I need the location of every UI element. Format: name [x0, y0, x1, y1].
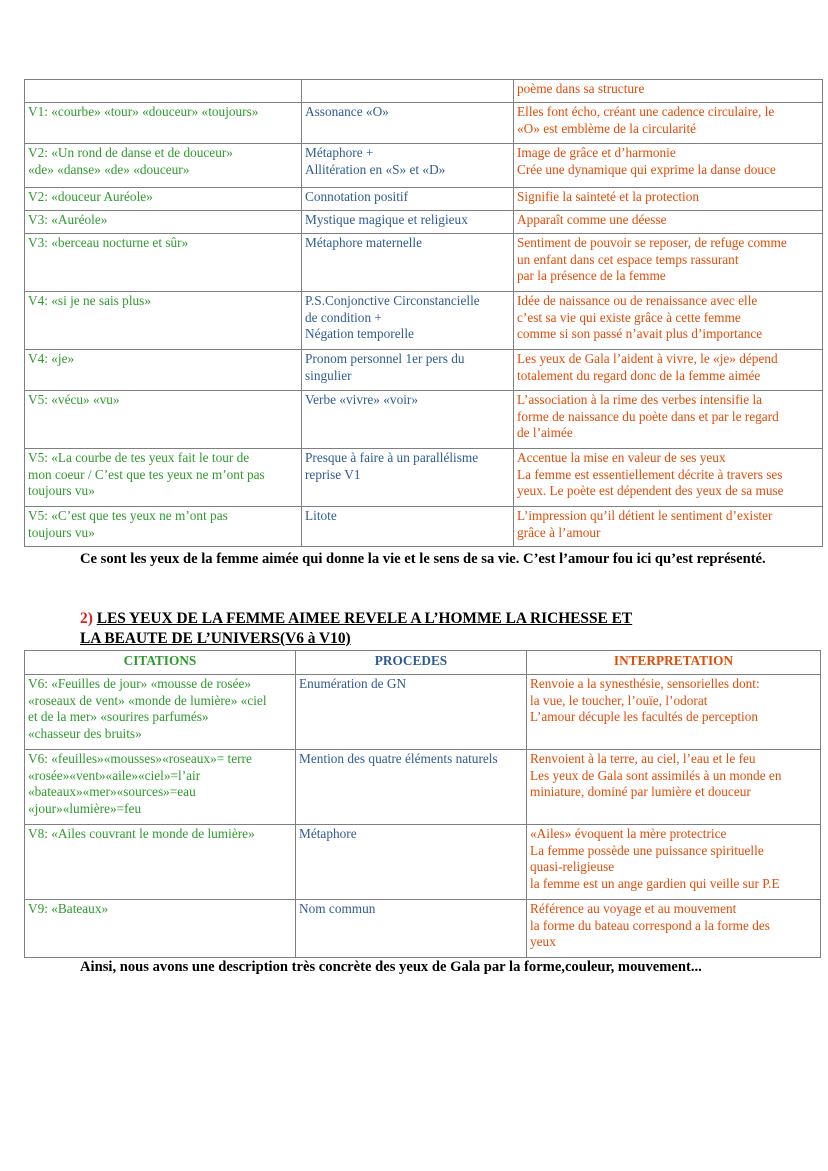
section-title-line-1: LES YEUX DE LA FEMME AIMEE REVELE A L’HOMME LA RICHESSE ET	[96, 610, 633, 627]
interpretation-cell: Elles font écho, créant une cadence circulaire, le «O» est emblème de la circularité	[514, 103, 823, 144]
interpretation-cell: L’impression qu’il détient le sentiment d’exister grâce à l’amour	[514, 507, 823, 547]
citation-cell: V4: «je»	[25, 350, 302, 391]
citation-cell: V2: «Un rond de danse et de douceur» «de» «danse» «de» «douceur»	[25, 144, 302, 188]
table-row	[25, 507, 823, 547]
procede-cell	[302, 80, 514, 103]
citation-cell: V6: «Feuilles de jour» «mousse de rosée» «roseaux de vent» «monde de lumière» «ciel et de la mer» «sourires parfumés» «chasseur des bruits»	[25, 675, 296, 750]
citation-cell	[25, 80, 302, 103]
interpretation-cell: Idée de naissance ou de renaissance avec elle c’est sa vie qui existe grâce à cette femme comme si son passé n’avait plus d’importance	[514, 292, 823, 350]
procede-cell: Nom commun	[296, 900, 527, 958]
citation-cell: V2: «douceur Auréole»	[25, 188, 302, 211]
citation-cell: V1: «courbe» «tour» «douceur» «toujours»	[25, 103, 302, 144]
conclusion-paragraph-1: Ce sont les yeux de la femme aimée qui donne la vie et le sens de sa vie. C’est l’amour fou ici qu’est représenté.	[80, 551, 766, 567]
procede-cell: Métaphore	[296, 825, 527, 900]
interpretation-cell: Référence au voyage et au mouvement la forme du bateau correspond a la forme des yeux	[527, 900, 821, 958]
table-row	[25, 825, 821, 900]
analysis-table-part2	[24, 650, 821, 958]
interpretation-cell: «Ailes» évoquent la mère protectrice La femme possède une puissance spirituelle quasi-religieuse la femme est un ange gardien qui veille sur P.E	[527, 825, 821, 900]
table-row	[25, 234, 823, 292]
interpretation-cell: L’association à la rime des verbes intensifie la forme de naissance du poète dans et par le regard de l’aimée	[514, 391, 823, 449]
citation-cell: V5: «vécu» «vu»	[25, 391, 302, 449]
table-row	[25, 449, 823, 507]
table-row	[25, 391, 823, 449]
table-row	[25, 103, 823, 144]
table-row	[25, 144, 823, 188]
procede-cell: Métaphore + Allitération en «S» et «D»	[302, 144, 514, 188]
analysis-table-part1	[24, 79, 823, 547]
conclusion-paragraph-2: Ainsi, nous avons une description très concrète des yeux de Gala par la forme,couleur, mouvement...	[80, 959, 702, 975]
table-row	[25, 292, 823, 350]
section-2-title	[80, 609, 800, 649]
procede-cell: P.S.Conjonctive Circonstancielle de condition + Négation temporelle	[302, 292, 514, 350]
interpretation-cell: Accentue la mise en valeur de ses yeux La femme est essentiellement décrite à travers ses yeux. Le poète est dépendent des yeux de sa muse	[514, 449, 823, 507]
header-interpretation: INTERPRETATION	[527, 651, 821, 675]
section-number: 2)	[80, 610, 93, 627]
interpretation-cell: Renvoient à la terre, au ciel, l’eau et le feu Les yeux de Gala sont assimilés à un monde en miniature, dominé par lumière et douceur	[527, 750, 821, 825]
table-row	[25, 750, 821, 825]
citation-cell: V6: «feuilles»«mousses»«roseaux»= terre «rosée»«vent»«aile»«ciel»=l’air «bateaux»«mer»«sources»=eau «jour»«lumière»=feu	[25, 750, 296, 825]
procede-cell: Litote	[302, 507, 514, 547]
interpretation-cell: Image de grâce et d’harmonie Crée une dynamique qui exprime la danse douce	[514, 144, 823, 188]
interpretation-cell: Sentiment de pouvoir se reposer, de refuge comme un enfant dans cet espace temps rassurant par la présence de la femme	[514, 234, 823, 292]
citation-cell: V5: «La courbe de tes yeux fait le tour de mon coeur / C’est que tes yeux ne m’ont pas toujours vu»	[25, 449, 302, 507]
citation-cell: V4: «si je ne sais plus»	[25, 292, 302, 350]
citation-cell: V5: «C’est que tes yeux ne m’ont pas toujours vu»	[25, 507, 302, 547]
procede-cell: Verbe «vivre» «voir»	[302, 391, 514, 449]
interpretation-cell: Les yeux de Gala l’aident à vivre, le «je» dépend totalement du regard donc de la femme aimée	[514, 350, 823, 391]
interpretation-cell: Renvoie a la synesthésie, sensorielles dont: la vue, le toucher, l’ouïe, l’odorat L’amour décuple les facultés de perception	[527, 675, 821, 750]
citation-cell: V9: «Bateaux»	[25, 900, 296, 958]
procede-cell: Pronom personnel 1er pers du singulier	[302, 350, 514, 391]
procede-cell: Enumération de GN	[296, 675, 527, 750]
interpretation-cell: Apparaît comme une déesse	[514, 211, 823, 234]
procede-cell: Connotation positif	[302, 188, 514, 211]
table-row	[25, 900, 821, 958]
section-title-line-2: LA BEAUTE DE L’UNIVERS(V6 à V10)	[80, 630, 351, 647]
interpretation-cell: poème dans sa structure	[514, 80, 823, 103]
citation-cell: V3: «berceau nocturne et sûr»	[25, 234, 302, 292]
citation-cell: V8: «Ailes couvrant le monde de lumière»	[25, 825, 296, 900]
procede-cell: Métaphore maternelle	[302, 234, 514, 292]
header-citations: CITATIONS	[25, 651, 296, 675]
table-row	[25, 675, 821, 750]
procede-cell: Presque à faire à un parallélisme reprise V1	[302, 449, 514, 507]
table-row	[25, 188, 823, 211]
procede-cell: Mystique magique et religieux	[302, 211, 514, 234]
table-row	[25, 80, 823, 103]
procede-cell: Assonance «O»	[302, 103, 514, 144]
interpretation-cell: Signifie la sainteté et la protection	[514, 188, 823, 211]
table-row	[25, 350, 823, 391]
table-header-row	[25, 651, 821, 675]
table-row	[25, 211, 823, 234]
procede-cell: Mention des quatre éléments naturels	[296, 750, 527, 825]
citation-cell: V3: «Auréole»	[25, 211, 302, 234]
header-procedes: PROCEDES	[296, 651, 527, 675]
